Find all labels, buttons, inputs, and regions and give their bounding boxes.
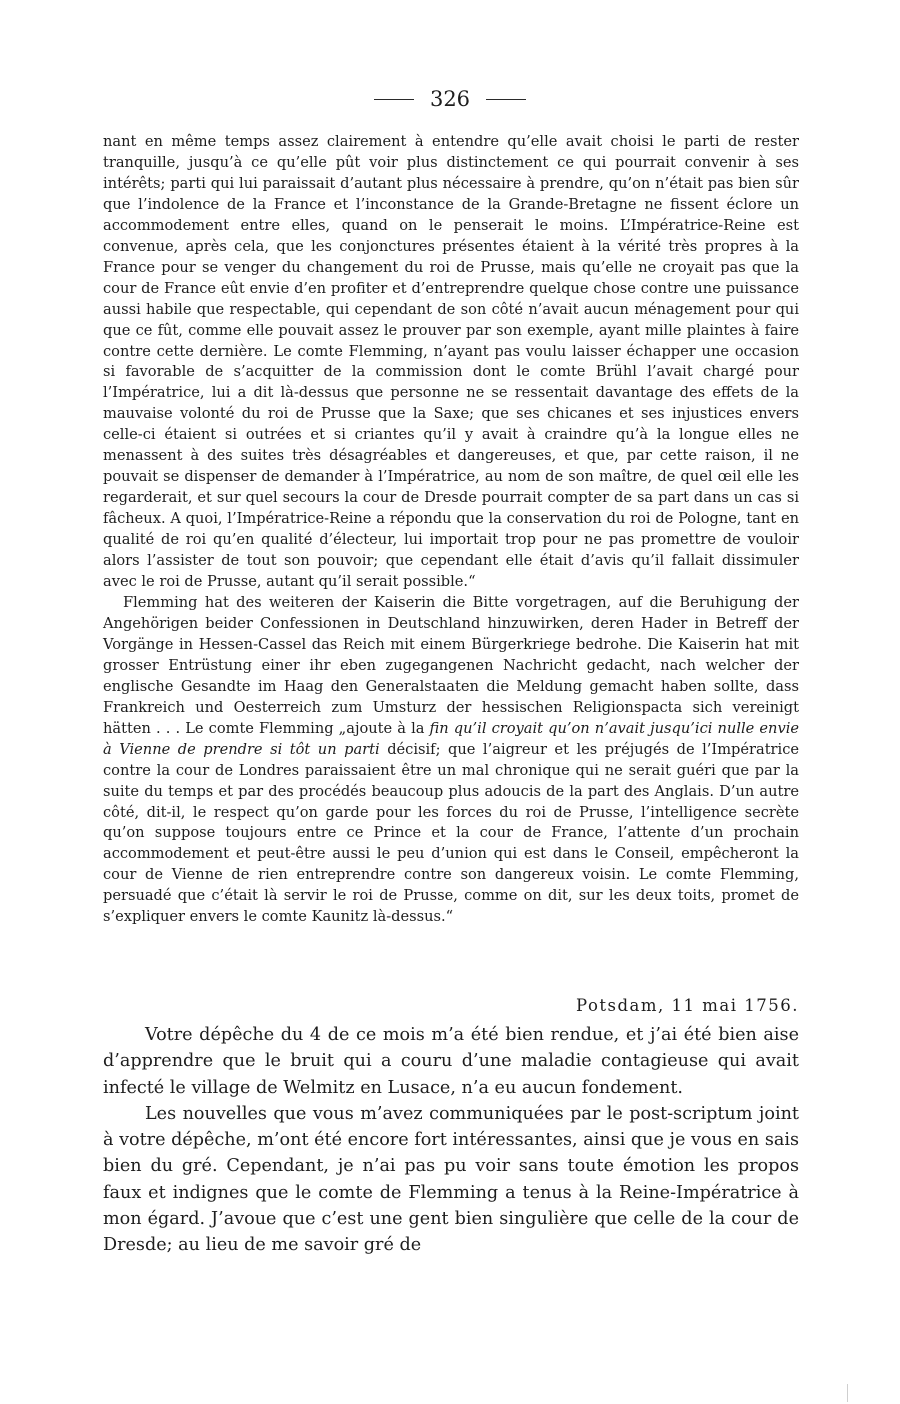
scan-mark	[847, 1384, 848, 1402]
quote-paragraph-1: nant en même temps assez clairement à entendre qu’elle avait choisi le parti de rester tranquille, jusqu’à ce qu’elle pût voir plus distinctement ce qui pourrait convenir à ses intérêts; parti qui lui paraissait d’autant plus nécessaire à prendre, qu’on n’était pas bien sûr que l’indolence de la France et l’inconstance de la Grande-Bretagne ne fissent éclore un accommodement entre elles, quand on le penserait le moins. L’Impératrice-Reine est convenue, après cela, que les conjonctures présentes étaient à la vérité très propres à la France pour se venger du changement du roi de Prusse, mais qu’elle ne croyait pas que la cour de France eût envie d’en profiter et d’entreprendre quelque chose contre une puissance aussi habile que respectable, qui cependant de son côté n’avait aucun ménagement pour qui que ce fût, comme elle pouvait assez le prouver par son exemple, ayant mille plaintes à faire contre cette dernière. Le comte Flemming, n’ayant pas voulu laisser échapper une occasion si favorable de s’acquitter de la commission dont le comte Brühl l’avait chargé pour l’Impératrice, lui a dit là-dessus que personne ne se ressentait davantage des effets de la mauvaise volonté du roi de Prusse que la Saxe; que ses chicanes et ses injustices envers celle-ci étaient si outrées et si criantes qu’il y avait à craindre qu’à la longue elles ne menassent à des suites très désagréables et dangereuses, et que, par cette raison, il ne pouvait se dispenser de demander à l’Impératrice, au nom de son maître, de quel œil elle les regarderait, et sur quel secours la cour de Dresde pourrait compter de sa part dans un cas si fâcheux. A quoi, l’Impératrice-Reine a répondu que la conservation du roi de Pologne, tant en qualité de roi qu’en qualité d’électeur, lui importait trop pour ne pas promettre de vouloir alors l’assister de tout son pouvoir; que cependant elle était d’avis qu’il fallait dissimuler avec le roi de Prusse, autant qu’il serait possible.“	[103, 133, 799, 591]
letter-paragraph-1: Votre dépêche du 4 de ce mois m’a été bien rendue, et j’ai été bien aise d’apprendre que le bruit qui a couru d’une maladie contagieuse qui avait infecté le village de Welmitz en Lusace, n’a eu aucun fondement.	[103, 1025, 799, 1098]
quoted-report	[103, 132, 799, 928]
page-header	[0, 84, 900, 114]
quote-paragraph-2-text: Flemming hat des weiteren der Kaiserin die Bitte vorgetragen, auf die Beruhigung der Angehörigen beider Confessionen in Deutschland hinzuwirken, deren Hader in Betreff der Vorgänge in Hessen-Cassel das Reich mit einem Bürgerkriege bedrohe. Die Kaiserin hat mit grosser Entrüstung einer ihr eben zugegangenen Nachricht gedacht, nach welcher der englische Gesandte im Haag den Generalstaaten die Meldung gemacht haben sollte, dass Frankreich und Oesterreich zum Umsturz der hessischen Religionspacta sich vereinigt hätten . . . Le comte Flemming „ajoute à la	[103, 593, 799, 737]
page-number: 326	[429, 87, 471, 111]
quote-paragraph-2-end: décisif; que l’aigreur et les préjugés de l’Impératrice contre la cour de Londres paraissaient être un mal chronique qui ne serait guéri que par la suite du temps et par des procédés beaucoup plus adoucis de la part des Anglais. D’un autre côté, dit-il, le respect qu’on garde pour les forces du roi de Prusse, l’intelligence secrète qu’on suppose toujours entre ce Prince et la cour de France, l’attente d’un prochain accommodement et peut-être aussi le peu d’union qui est dans le Conseil, empêcheront la cour de Vienne de rien entreprendre contre son dangereux voisin. Le comte Flemming, persuadé que c’était là servir le roi de Prusse, comme on dit, sur les deux toits, promet de s’expliquer envers le comte Kaunitz là-dessus.“	[103, 740, 800, 926]
letter-dateline: Potsdam, 11 mai 1756.	[576, 996, 799, 1015]
letter-paragraph-2: Les nouvelles que vous m’avez communiquées par le post-scriptum joint à votre dépêche, m’ont été encore fort intéressantes, ainsi que je vous en sais bien du gré. Cependant, je n’ai pas pu voir sans toute émotion les propos faux et indignes que le comte de Flemming a tenus à la Reine-Impératrice à mon égard. J’avoue que c’est une gent bien singulière que celle de la cour de Dresde; au lieu de me savoir gré de	[103, 1103, 799, 1256]
quote-paragraph-2	[103, 593, 799, 928]
header-rule-left	[374, 99, 414, 100]
header-rule-right	[486, 99, 526, 100]
letter-body	[103, 1022, 799, 1259]
quote-italic-passage: fin qu’il croyait qu’on n’avait jusqu’ici nulle envie à Vienne de prendre si tôt un parti	[103, 719, 799, 758]
